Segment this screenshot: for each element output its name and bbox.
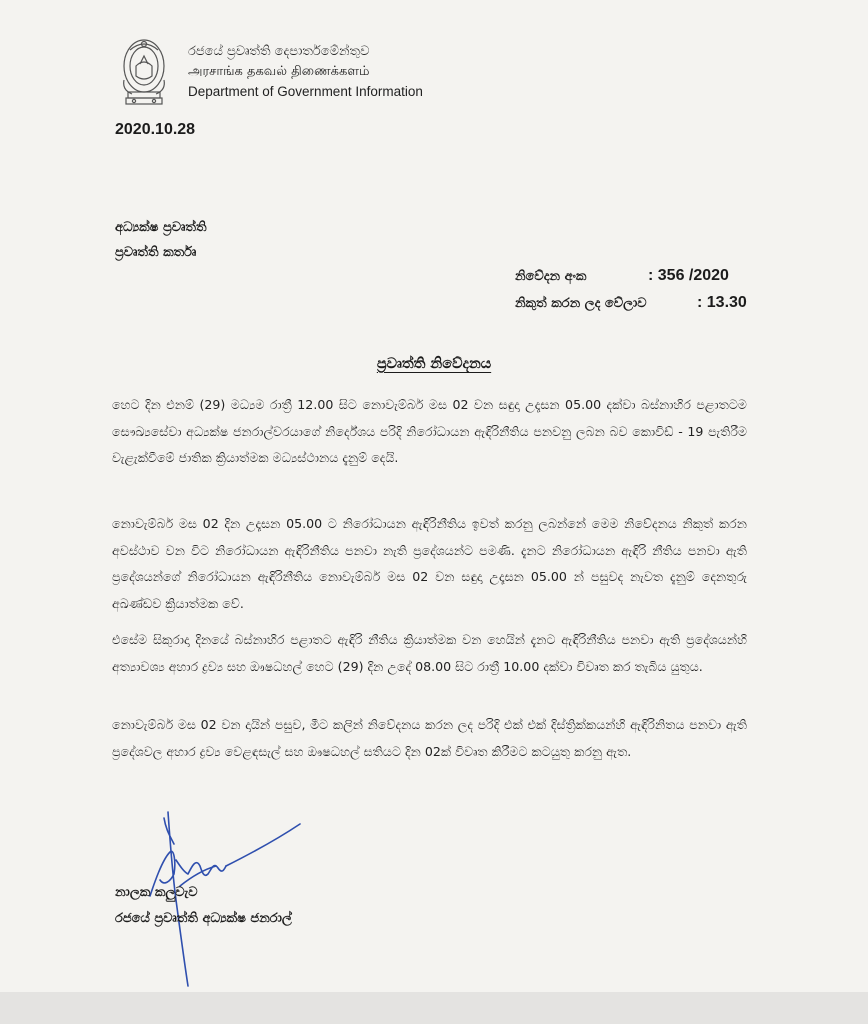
reference-number-label: නිවේදන අංක: [515, 269, 587, 284]
paragraph-3: එසේම සිකුරාදා දිනයේ බස්නාහිර පළාතට ඇඳිරි නීතිය ක්‍රියාත්මක වන හෙයින් දැනට ඇඳිරිනීතිය පනවා ඇති ප්‍රදේශයන්හි අත්‍යාවශ්‍ය අහාර ද්‍රව්‍ය සහ ඖෂධහල් හෙට (29) දින උදේ 08.00 සිට රාත්‍රී 10.00 දක්වා විවෘත කර තැබිය යුතුය.: [112, 632, 747, 674]
signatory-title: රජයේ ප්‍රවෘත්ති අධ්‍යක්ෂ ජනරාල්: [115, 911, 292, 926]
letterhead-english: Department of Government Information: [188, 84, 423, 99]
letterhead-tamil: அரசாங்க தகவல் திணைக்களம்: [188, 64, 370, 79]
paragraph-2: නොවැම්බර් මස 02 දින උදෑසන 05.00 ට නිරෝධායන ඇඳිරිනීතිය ඉවත් කරනු ලබන්නේ මෙම නිවේදනය නිකුත් කරන අවස්ථාව වන විට නිරෝධායන ඇඳිරිනීතිය පනවා නැති ප්‍රදේශයන්ට පමණි. දැනට නිරෝධායන ඇඳිරි නීතිය පනවා ඇති ප්‍රදේශයන්ගේ නිරෝධායන ඇඳිරිනීතිය නොවැම්බර් මස 02 වන සඳුදා උදෑසන 05.00 න් පසුවද නැවත දැනුම් දෙනතුරු අඛණ්ඩව ක්‍රියාත්මක වේ.: [112, 516, 747, 611]
addressee-line-1: අධ්‍යක්ෂ ප්‍රවෘත්ති: [115, 220, 207, 235]
issue-time-value: : 13.30: [697, 294, 747, 311]
issue-time-label: නිකුත් කරන ලද වේලාව: [515, 296, 647, 311]
paragraph-1: හෙට දින එනම් (29) මධ්‍යම රාත්‍රී 12.00 සිට නොවැම්බර් මස 02 වන සඳුදා උදෑසන 05.00 දක්වා බස්නාහිර පළාතටම සෞඛ්‍යසේවා අධ්‍යක්ෂ ජනරාල්වරයාගේ නිර්දේශය පරිදි නිරෝධායන ඇඳිරිනීතිය පනවනු ලබන බව කොවිඩ් - 19 පැතිරීම වැළැක්වීමේ ජාතික ක්‍රියාත්මක මධ්‍යස්ථානය දැනුම් දෙයි.: [112, 397, 747, 465]
page-bottom-margin: [0, 992, 868, 1024]
document-title: ප්‍රවෘත්ති නිවේදනය: [376, 356, 492, 372]
letterhead-sinhala: රජයේ ප්‍රවෘත්ති දෙපාර්තමේන්තුව: [188, 44, 370, 59]
reference-number-value: : 356 /2020: [648, 267, 729, 284]
paragraph-4: නොවැම්බර් මස 02 වන දායින් පසුව, මීට කලින් නිවේදනය කරන ලද පරිදි එක් එක් දිස්ත්‍රික්කයන්හි ඇඳිරිනිතය පනවා ඇති ප්‍රදේශවල අහාර ද්‍රව්‍ය වෙළඳසැල් සහ ඖෂධහල් සතියට දින 02ක් විවෘත කිරීමට කටයුතු කරනු ඇත.: [112, 717, 747, 759]
document-title-wrap: [0, 356, 868, 372]
signatory-name: නාලක කලුවැව: [115, 885, 198, 900]
national-emblem-icon: [118, 36, 170, 108]
document-date: 2020.10.28: [115, 121, 196, 138]
addressee-line-2: ප්‍රවෘත්ති කර්තෘ: [115, 245, 197, 260]
